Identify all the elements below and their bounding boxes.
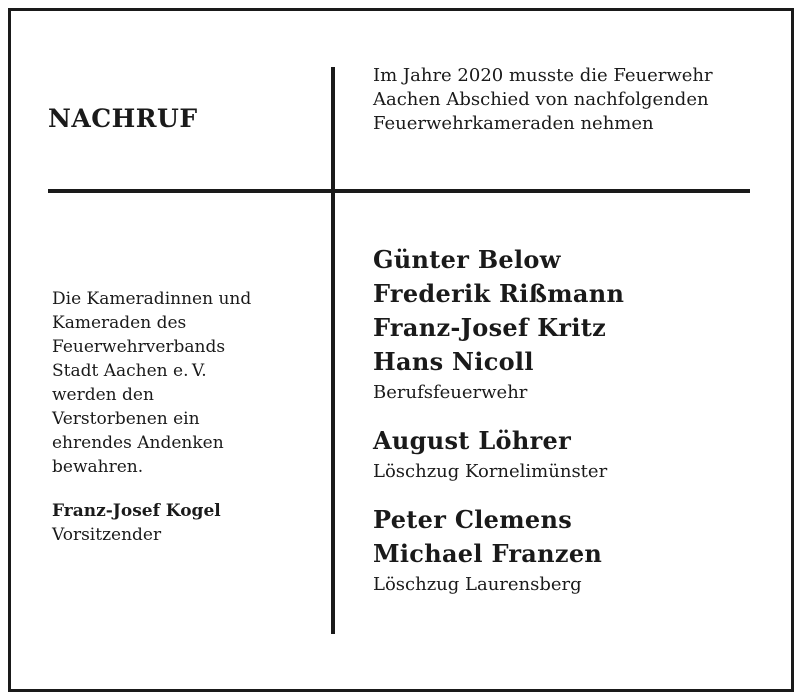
deceased-name: Frederik Rißmann: [373, 279, 625, 308]
side-column: [52, 287, 282, 547]
obituary-title: NACHRUF: [48, 104, 198, 133]
deceased-list: [373, 243, 773, 616]
unit-label: Berufsfeuerwehr: [373, 382, 528, 403]
side-text: Die Kameradinnen und Kameraden des Feuerwehrverbands Stadt Aachen e. V. werden den Verstorbenen ein ehrendes Andenken bewahren.: [52, 289, 252, 477]
cross-horizontal-line: [48, 189, 750, 193]
unit-label: Löschzug Kornelimünster: [373, 461, 608, 482]
deceased-name: Michael Franzen: [373, 539, 603, 568]
deceased-name: Peter Clemens: [373, 505, 573, 534]
deceased-name: Günter Below: [373, 245, 561, 274]
deceased-group: [373, 424, 773, 484]
deceased-name: Franz-Josef Kritz: [373, 313, 607, 342]
deceased-group: [373, 243, 773, 405]
deceased-group: [373, 503, 773, 597]
signer-name: Franz-Josef Kogel: [52, 501, 221, 521]
cross-vertical-line: [331, 67, 335, 634]
deceased-name: August Löhrer: [373, 426, 572, 455]
intro-text: Im Jahre 2020 musste die Feuerwehr Aachen Abschied von nachfolgenden Feuerwehrkameraden nehmen: [373, 65, 713, 134]
signer-role: Vorsitzender: [52, 525, 162, 545]
unit-label: Löschzug Laurensberg: [373, 574, 582, 595]
deceased-name: Hans Nicoll: [373, 347, 534, 376]
